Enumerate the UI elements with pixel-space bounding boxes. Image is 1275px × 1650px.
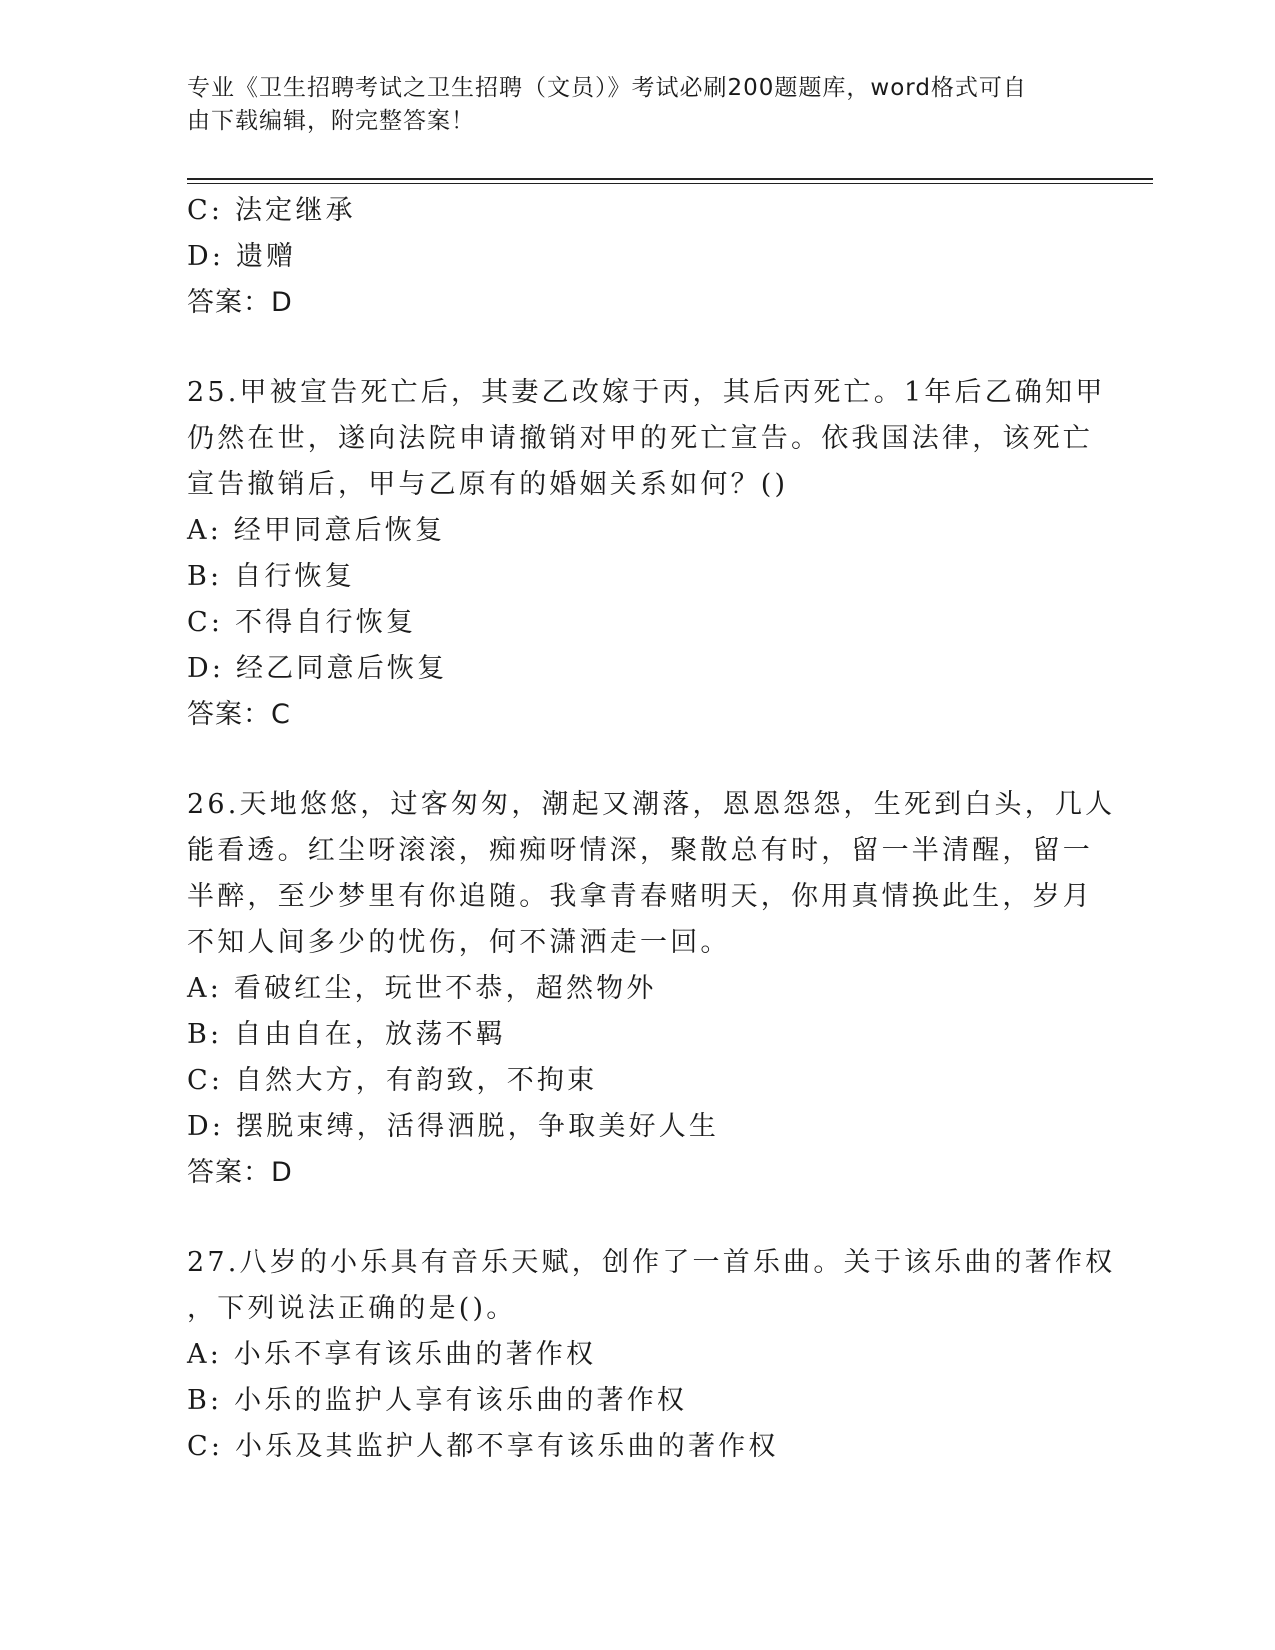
option-text: 小乐及其监护人都不享有该乐曲的著作权: [234, 1431, 779, 1462]
question-stem: [187, 1240, 1116, 1332]
stem-line: 27.八岁的小乐具有音乐天赋，创作了一首乐曲。关于该乐曲的著作权: [187, 1247, 1116, 1278]
answer-line: 答案：D: [187, 287, 293, 318]
option-text: 经甲同意后恢复: [233, 515, 446, 546]
document-header: [187, 72, 1067, 138]
option-text: 摆脱束缚，活得洒脱，争取美好人生: [235, 1111, 720, 1142]
header-line-1: 专业《卫生招聘考试之卫生招聘（文员）》考试必刷200题题库，word格式可自: [187, 75, 1027, 101]
option-key: C:: [187, 195, 235, 226]
stem-line: 26.天地悠悠，过客匆匆，潮起又潮落，恩恩怨怨，生死到白头，几人: [187, 789, 1116, 820]
option-a: [187, 1332, 1087, 1378]
option-d: [187, 234, 1087, 280]
option-key: A:: [187, 973, 234, 1004]
question-27: [187, 1240, 1116, 1470]
option-b: [187, 1378, 1087, 1424]
option-d: [187, 1104, 1087, 1150]
stem-line: 宣告撤销后，甲与乙原有的婚姻关系如何？(): [187, 469, 789, 500]
stem-line: 能看透。红尘呀滚滚，痴痴呀情深，聚散总有时，留一半清醒，留一: [187, 835, 1093, 866]
option-text: 不得自行恢复: [234, 607, 417, 638]
answer-line: 答案：C: [187, 699, 291, 730]
option-b: [187, 1012, 1087, 1058]
option-c: [187, 1058, 1087, 1104]
option-text: 自由自在，放荡不羁: [234, 1019, 506, 1050]
option-a: [187, 508, 1087, 554]
option-d: [187, 646, 1087, 692]
question-26: [187, 782, 1116, 1196]
option-text: 小乐的监护人享有该乐曲的著作权: [234, 1385, 688, 1416]
option-c: [187, 1424, 1087, 1470]
option-a: [187, 966, 1087, 1012]
option-key: B:: [187, 1385, 235, 1416]
stem-line: 25.甲被宣告死亡后，其妻乙改嫁于丙，其后丙死亡。1年后乙确知甲: [187, 377, 1106, 408]
option-key: C:: [187, 1065, 235, 1096]
option-text: 自然大方，有韵致，不拘束: [234, 1065, 598, 1096]
option-key: A:: [187, 515, 234, 546]
question-list: [187, 188, 1116, 1470]
option-text: 小乐不享有该乐曲的著作权: [233, 1339, 597, 1370]
option-key: D:: [187, 653, 236, 684]
option-text: 看破红尘，玩世不恭，超然物外: [233, 973, 657, 1004]
header-divider-thick: [187, 178, 1153, 180]
option-key: C:: [187, 1431, 235, 1462]
option-b: [187, 554, 1087, 600]
question-25: [187, 370, 1106, 738]
stem-line: 不知人间多少的忧伤，何不潇洒走一回。: [187, 927, 731, 958]
option-key: A:: [187, 1339, 234, 1370]
option-text: 经乙同意后恢复: [235, 653, 448, 684]
option-text: 法定继承: [234, 195, 356, 226]
option-key: B:: [187, 1019, 235, 1050]
option-key: D:: [187, 241, 236, 272]
question-stem: [187, 782, 1116, 966]
question-stem: [187, 370, 1106, 508]
header-divider-thin: [187, 183, 1153, 184]
question-24-tail: [187, 188, 1087, 326]
option-key: D:: [187, 1111, 236, 1142]
option-key: C:: [187, 607, 235, 638]
option-text: 自行恢复: [234, 561, 355, 592]
stem-line: 仍然在世，遂向法院申请撤销对甲的死亡宣告。依我国法律，该死亡: [187, 423, 1093, 454]
stem-line: 半醉，至少梦里有你追随。我拿青春赌明天，你用真情换此生，岁月: [187, 881, 1093, 912]
option-c: [187, 188, 1087, 234]
option-key: B:: [187, 561, 235, 592]
stem-line: ，下列说法正确的是()。: [187, 1293, 517, 1324]
option-text: 遗赠: [235, 241, 297, 272]
option-c: [187, 600, 1087, 646]
answer-line: 答案：D: [187, 1157, 293, 1188]
header-line-2: 由下载编辑，附完整答案！: [187, 108, 475, 134]
